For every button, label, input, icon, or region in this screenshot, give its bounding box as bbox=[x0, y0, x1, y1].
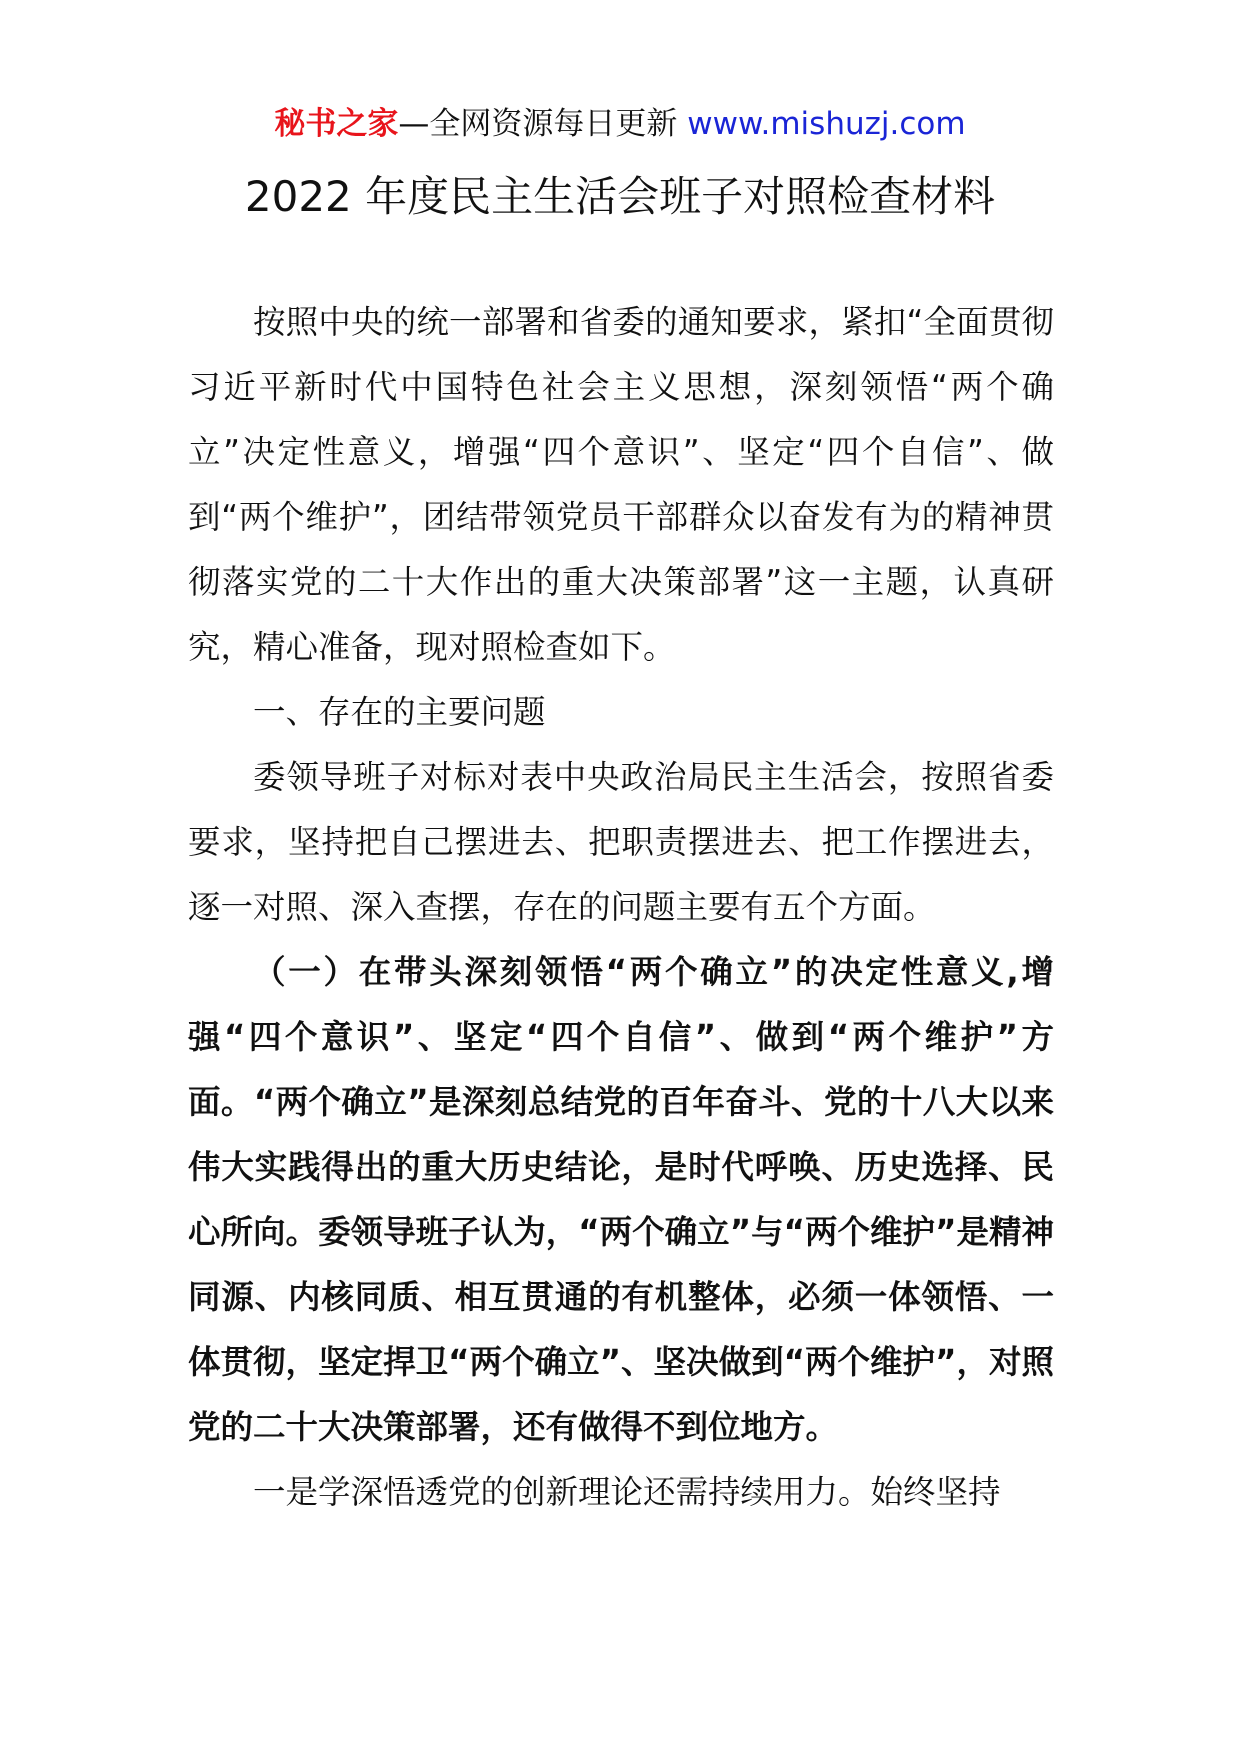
point-one-paragraph: 一是学深悟透党的创新理论还需持续用力。始终坚持 bbox=[253, 1473, 1001, 1511]
site-tagline: —全网资源每日更新 bbox=[398, 106, 688, 142]
document-body bbox=[188, 290, 1054, 1525]
problems-summary-paragraph: 委领导班子对标对表中央政治局民主生活会，按照省委要求，坚持把自己摆进去、把职责摆进去、把工作摆进去，逐一对照、深入查摆，存在的问题主要有五个方面。 bbox=[188, 758, 1054, 926]
site-brand: 秘书之家 bbox=[274, 106, 399, 142]
site-url: www.mishuzj.com bbox=[687, 106, 966, 142]
section-heading: 一、存在的主要问题 bbox=[253, 693, 546, 731]
intro-paragraph: 按照中央的统一部署和省委的通知要求，紧扣“全面贯彻习近平新时代中国特色社会主义思想，深刻领悟“两个确立”决定性意义，增强“四个意识”、坚定“四个自信”、做到“两个维护”，团结带领党员干部群众以奋发有为的精神贯彻落实党的二十大作出的重大决策部署”这一主题，认真研究，精心准备，现对照检查如下。 bbox=[188, 303, 1054, 666]
subsection-one-paragraph: （一）在带头深刻领悟“两个确立”的决定性意义,增强“四个意识”、坚定“四个自信”、做到“两个维护”方面。“两个确立”是深刻总结党的百年奋斗、党的十八大以来伟大实践得出的重大历史结论，是时代呼唤、历史选择、民心所向。委领导班子认为，“两个确立”与“两个维护”是精神同源、内核同质、相互贯通的有机整体，必须一体领悟、一体贯彻，坚定捍卫“两个确立”、坚决做到“两个维护”，对照党的二十大决策部署，还有做得不到位地方。 bbox=[188, 953, 1054, 1446]
site-header bbox=[0, 100, 1240, 148]
document-title: 2022 年度民主生活会班子对照检查材料 bbox=[244, 172, 996, 221]
